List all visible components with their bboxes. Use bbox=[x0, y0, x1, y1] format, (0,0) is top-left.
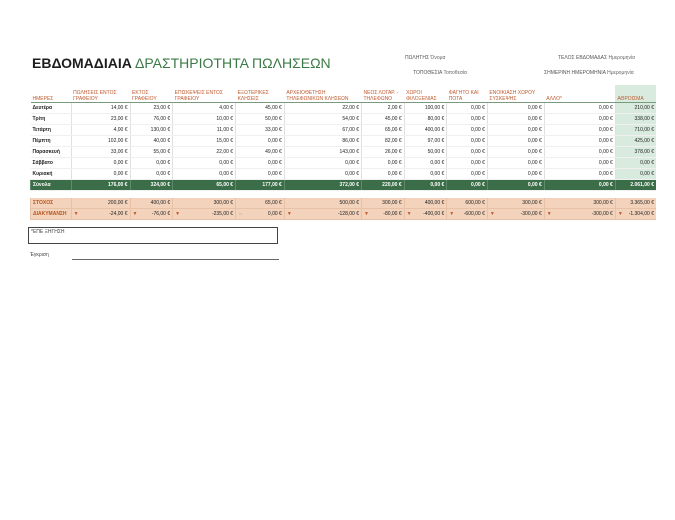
cell-value[interactable] bbox=[71, 136, 130, 147]
header-row bbox=[31, 85, 657, 103]
cell-value[interactable] bbox=[130, 180, 173, 191]
spacer-row bbox=[31, 191, 657, 199]
cell-value[interactable] bbox=[236, 136, 285, 147]
location-meta bbox=[413, 70, 467, 76]
value-text: 45,00 € bbox=[384, 116, 402, 122]
cell-value[interactable] bbox=[173, 103, 236, 114]
value-text: -235,00 € bbox=[211, 211, 234, 217]
cell-value[interactable] bbox=[447, 147, 488, 158]
cell-value[interactable] bbox=[284, 198, 361, 209]
cell-value[interactable] bbox=[236, 169, 285, 180]
cell-value[interactable] bbox=[236, 180, 285, 191]
table-row bbox=[31, 114, 657, 125]
cell-value[interactable] bbox=[71, 198, 130, 209]
value-text: 130,00 € bbox=[150, 127, 171, 133]
cell-value[interactable] bbox=[362, 147, 405, 158]
variance-row bbox=[31, 209, 657, 220]
value-text: 378,00 € bbox=[634, 149, 654, 155]
value-text: 86,00 € bbox=[342, 138, 359, 144]
header-col: ΑΛΛΟ* bbox=[544, 85, 615, 103]
cell-value[interactable] bbox=[447, 180, 488, 191]
value-text: -128,00 € bbox=[337, 211, 359, 217]
value-text: 300,00 € bbox=[522, 200, 542, 206]
cell-value[interactable] bbox=[71, 147, 130, 158]
value-text: 102,00 € bbox=[108, 138, 128, 144]
cell-value[interactable] bbox=[544, 147, 615, 158]
value-text: 76,00 € bbox=[153, 116, 171, 122]
goal-row bbox=[31, 198, 657, 209]
value-text: 425,00 € bbox=[634, 138, 654, 144]
cell-value[interactable] bbox=[173, 125, 236, 136]
arrow-down-icon: ▼ bbox=[617, 211, 623, 217]
cell-value[interactable] bbox=[236, 147, 285, 158]
cell-value[interactable] bbox=[447, 169, 488, 180]
cell-value[interactable] bbox=[173, 147, 236, 158]
cell-value[interactable] bbox=[284, 136, 361, 147]
row-label: Τρίτη bbox=[31, 114, 72, 125]
value-text: 23,00 € bbox=[110, 116, 128, 122]
title-bold: ΕΒΔΟΜΑΔΙΑΙΑ bbox=[32, 55, 132, 71]
value-text: 15,00 € bbox=[216, 138, 234, 144]
arrow-down-icon: ▼ bbox=[546, 211, 552, 217]
cell-value[interactable] bbox=[544, 136, 615, 147]
cell-value[interactable] bbox=[173, 180, 236, 191]
value-text: 600,00 € bbox=[465, 200, 485, 206]
header-col: ΑΡΧΕΙΟΘΕΤΗΣΗ ΤΗΛΕΦΩΝΙΚΩΝ ΚΛΗΣΕΩΝ bbox=[284, 85, 361, 103]
cell-value[interactable] bbox=[284, 125, 361, 136]
cell-value[interactable] bbox=[544, 125, 615, 136]
value-text: 400,00 € bbox=[424, 200, 445, 206]
cell-value[interactable] bbox=[404, 147, 447, 158]
cell-value[interactable] bbox=[130, 125, 173, 136]
row-label: Κυριακή bbox=[31, 169, 72, 180]
value-text: 0,00 € bbox=[470, 182, 485, 188]
value-text: 55,00 € bbox=[153, 149, 171, 155]
week-end-label: ΤΕΛΟΣ ΕΒΔΟΜΑΔΑΣ bbox=[558, 55, 608, 61]
today-meta bbox=[544, 70, 634, 76]
cell-value[interactable] bbox=[362, 125, 405, 136]
value-text: 220,00 € bbox=[382, 182, 402, 188]
value-text: 65,00 € bbox=[265, 200, 282, 206]
value-text: 65,00 € bbox=[216, 182, 234, 188]
value-text: 0,00 € bbox=[527, 138, 542, 144]
value-text: 300,00 € bbox=[593, 200, 613, 206]
arrow-down-icon: ▼ bbox=[286, 211, 292, 217]
value-text: -24,00 € bbox=[109, 211, 128, 217]
header-col: ΕΞΩΤΕΡΙΚΕΣ ΚΛΗΣΕΙΣ bbox=[236, 85, 285, 103]
value-text: 0,00 € bbox=[527, 116, 542, 122]
arrow-down-icon: ▼ bbox=[406, 211, 412, 217]
value-text: 400,00 € bbox=[424, 127, 445, 133]
arrow-down-icon: ▼ bbox=[449, 211, 455, 217]
value-text: 0,00 € bbox=[527, 105, 542, 111]
cell-value[interactable] bbox=[130, 114, 173, 125]
cell-value[interactable] bbox=[544, 209, 615, 220]
cell-value[interactable] bbox=[130, 158, 173, 169]
cell-value[interactable] bbox=[404, 169, 447, 180]
cell-value[interactable] bbox=[173, 158, 236, 169]
page-title bbox=[32, 55, 331, 71]
cell-value[interactable] bbox=[487, 198, 544, 209]
arrow-down-icon: ▼ bbox=[132, 211, 138, 217]
cell-value[interactable] bbox=[362, 169, 405, 180]
value-text: 0,00 € bbox=[527, 182, 542, 188]
header-col: ΦΑΓΗΤΟ ΚΑΙ ΠΟΤΑ bbox=[447, 85, 488, 103]
value-text: 33,00 € bbox=[265, 127, 282, 133]
cell-value[interactable] bbox=[362, 209, 405, 220]
cell-value[interactable] bbox=[447, 136, 488, 147]
value-text: 0,00 € bbox=[598, 160, 613, 166]
value-text: 40,00 € bbox=[153, 138, 171, 144]
cell-value[interactable] bbox=[487, 169, 544, 180]
cell-value[interactable] bbox=[284, 180, 361, 191]
cell-value[interactable] bbox=[404, 114, 447, 125]
value-text: 50,00 € bbox=[427, 149, 445, 155]
notes-box[interactable] bbox=[28, 227, 278, 244]
week-end-meta bbox=[558, 55, 635, 61]
value-text: 0,00 € bbox=[527, 171, 542, 177]
row-label: ΣΤΟΧΟΣ bbox=[31, 198, 72, 209]
row-label: Τετάρτη bbox=[31, 125, 72, 136]
value-text: 65,00 € bbox=[384, 127, 402, 133]
value-text: 2.061,00 € bbox=[630, 182, 654, 188]
cell-value[interactable] bbox=[615, 125, 656, 136]
table-row bbox=[31, 125, 657, 136]
cell-value[interactable] bbox=[236, 125, 285, 136]
value-text: 33,00 € bbox=[110, 149, 128, 155]
value-text: 400,00 € bbox=[150, 200, 171, 206]
value-text: 0,00 € bbox=[598, 171, 613, 177]
value-text: 54,00 € bbox=[342, 116, 359, 122]
week-end-value[interactable]: Ημερομηνία bbox=[608, 55, 635, 61]
header-days: ΗΜΕΡΕΣ bbox=[31, 85, 72, 103]
cell-value[interactable] bbox=[71, 209, 130, 220]
value-text: 0,00 € bbox=[470, 105, 485, 111]
cell-value[interactable] bbox=[362, 180, 405, 191]
cell-value[interactable] bbox=[284, 209, 361, 220]
location-value[interactable]: Τοποθεσία bbox=[443, 70, 467, 76]
cell-value[interactable] bbox=[487, 209, 544, 220]
header-col: ΝΕΟΣ ΛΟΓΑΡ. - ΤΗΛΕΦΩΝΟ bbox=[362, 85, 405, 103]
table-row bbox=[31, 136, 657, 147]
cell-value[interactable] bbox=[173, 114, 236, 125]
value-text: 2,00 € bbox=[387, 105, 402, 111]
today-label: ΣΗΜΕΡΙΝΗ ΗΜΕΡΟΜΗΝΙΑ bbox=[544, 70, 606, 76]
value-text: 300,00 € bbox=[382, 200, 402, 206]
value-text: 3.365,00 € bbox=[630, 200, 654, 206]
value-text: -300,00 € bbox=[520, 211, 542, 217]
value-text: -400,00 € bbox=[423, 211, 445, 217]
row-label: Δευτέρα bbox=[31, 103, 72, 114]
cell-value[interactable] bbox=[284, 158, 361, 169]
value-text: 80,00 € bbox=[427, 116, 445, 122]
value-text: 10,00 € bbox=[216, 116, 234, 122]
value-text: 0,00 € bbox=[219, 160, 234, 166]
value-text: 45,00 € bbox=[265, 105, 282, 111]
value-text: 300,00 € bbox=[213, 200, 234, 206]
value-text: 710,00 € bbox=[634, 127, 654, 133]
header-col: ΠΩΛΗΣΕΙΣ ΕΝΤΟΣ ΓΡΑΦΕΙΟΥ bbox=[71, 85, 130, 103]
header-col: ΧΩΡΟΙ ΦΙΛΟΞΕΝΙΑΣ bbox=[404, 85, 447, 103]
value-text: 4,00 € bbox=[219, 105, 234, 111]
value-text: 0,00 € bbox=[113, 160, 128, 166]
cell-value[interactable] bbox=[487, 103, 544, 114]
cell-value[interactable] bbox=[487, 114, 544, 125]
value-text: 11,00 € bbox=[216, 127, 234, 133]
value-text: 324,00 € bbox=[150, 182, 171, 188]
cell-value[interactable] bbox=[130, 136, 173, 147]
cell-value[interactable] bbox=[447, 114, 488, 125]
cell-value[interactable] bbox=[71, 114, 130, 125]
cell-value[interactable] bbox=[615, 209, 656, 220]
value-text: -300,00 € bbox=[591, 211, 613, 217]
cell-value[interactable] bbox=[71, 158, 130, 169]
seller-value[interactable]: Όνομα bbox=[430, 55, 446, 61]
cell-value[interactable] bbox=[71, 180, 130, 191]
value-text: 177,00 € bbox=[262, 182, 282, 188]
value-text: 0,00 € bbox=[598, 116, 613, 122]
cell-value[interactable] bbox=[447, 125, 488, 136]
arrow-down-icon: ▼ bbox=[175, 211, 181, 217]
cell-value[interactable] bbox=[173, 209, 236, 220]
cell-value[interactable] bbox=[447, 209, 488, 220]
row-label: Σάββατο bbox=[31, 158, 72, 169]
value-text: 0,00 € bbox=[345, 160, 359, 166]
value-text: 0,00 € bbox=[156, 160, 171, 166]
seller-meta bbox=[405, 55, 445, 61]
cell-value[interactable] bbox=[404, 125, 447, 136]
row-label: ΔΙΑΚΥΜΑΝΣΗ bbox=[31, 209, 72, 220]
value-text: 0,00 € bbox=[470, 127, 485, 133]
cell-value[interactable] bbox=[615, 136, 656, 147]
notes-label: *ΕΠΕ ΞΗΓΗΣΗ bbox=[31, 229, 65, 235]
arrow-down-icon: ▼ bbox=[489, 211, 495, 217]
header-total: ΑΘΡΟΙΣΜΑ bbox=[615, 85, 656, 103]
value-text: 0,00 € bbox=[640, 160, 654, 166]
value-text: 0,00 € bbox=[267, 211, 282, 217]
value-text: 0,00 € bbox=[430, 182, 445, 188]
totals-row bbox=[31, 180, 657, 191]
cell-value[interactable] bbox=[487, 147, 544, 158]
header-col: ΕΝΟΙΚΙΑΣΗ ΧΩΡΟΥ ΣΥΣΚΕΨΗΣ bbox=[487, 85, 544, 103]
cell-value[interactable] bbox=[236, 158, 285, 169]
value-text: 0,00 € bbox=[470, 138, 485, 144]
cell-value[interactable] bbox=[615, 169, 656, 180]
cell-value[interactable] bbox=[447, 103, 488, 114]
cell-value[interactable] bbox=[544, 158, 615, 169]
value-text: 67,00 € bbox=[342, 127, 359, 133]
value-text: 372,00 € bbox=[339, 182, 359, 188]
value-text: 14,00 € bbox=[110, 105, 128, 111]
cell-value[interactable] bbox=[404, 198, 447, 209]
cell-value[interactable] bbox=[615, 158, 656, 169]
value-text: 0,00 € bbox=[430, 160, 445, 166]
value-text: 0,00 € bbox=[470, 160, 485, 166]
cell-value[interactable] bbox=[447, 158, 488, 169]
value-text: 0,00 € bbox=[470, 149, 485, 155]
value-text: 0,00 € bbox=[267, 160, 282, 166]
cell-value[interactable] bbox=[615, 198, 656, 209]
approval-label: Έγκριση bbox=[30, 252, 49, 258]
cell-value[interactable] bbox=[404, 136, 447, 147]
cell-value[interactable] bbox=[71, 103, 130, 114]
value-text: 0,00 € bbox=[267, 138, 282, 144]
cell-value[interactable] bbox=[71, 125, 130, 136]
value-text: 4,00 € bbox=[113, 127, 128, 133]
value-text: 0,00 € bbox=[598, 127, 613, 133]
value-text: -600,00 € bbox=[463, 211, 485, 217]
cell-value[interactable] bbox=[173, 198, 236, 209]
value-text: 23,00 € bbox=[153, 105, 171, 111]
approval-signature-line[interactable] bbox=[72, 259, 279, 260]
value-text: 0,00 € bbox=[113, 171, 128, 177]
value-text: 97,00 € bbox=[427, 138, 445, 144]
cell-value[interactable] bbox=[284, 147, 361, 158]
cell-value[interactable] bbox=[615, 114, 656, 125]
value-text: 0,00 € bbox=[470, 116, 485, 122]
cell-value[interactable] bbox=[362, 103, 405, 114]
value-text: -76,00 € bbox=[151, 211, 171, 217]
today-value[interactable]: Ημερομηνία bbox=[607, 70, 634, 76]
value-text: 0,00 € bbox=[387, 160, 402, 166]
value-text: 0,00 € bbox=[387, 171, 402, 177]
value-text: 0,00 € bbox=[430, 171, 445, 177]
cell-value[interactable] bbox=[615, 147, 656, 158]
cell-value[interactable] bbox=[544, 180, 615, 191]
cell-value[interactable] bbox=[173, 169, 236, 180]
table-row bbox=[31, 169, 657, 180]
cell-value[interactable] bbox=[615, 103, 656, 114]
cell-value[interactable] bbox=[544, 114, 615, 125]
row-label: Παρασκευή bbox=[31, 147, 72, 158]
cell-value[interactable] bbox=[404, 209, 447, 220]
arrow-down-icon: ▼ bbox=[364, 211, 369, 217]
value-text: 0,00 € bbox=[219, 171, 234, 177]
title-light: ΔΡΑΣΤΗΡΙΟΤΗΤΑ ΠΩΛΗΣΕΩΝ bbox=[134, 55, 331, 71]
value-text: 0,00 € bbox=[527, 149, 542, 155]
cell-value[interactable] bbox=[544, 169, 615, 180]
location-label: ΤΟΠΟΘΕΣΙΑ bbox=[413, 70, 443, 76]
cell-value[interactable] bbox=[487, 125, 544, 136]
cell-value[interactable] bbox=[544, 198, 615, 209]
value-text: -80,00 € bbox=[383, 211, 402, 217]
cell-value[interactable] bbox=[404, 158, 447, 169]
cell-value[interactable] bbox=[236, 114, 285, 125]
value-text: 143,00 € bbox=[339, 149, 359, 155]
value-text: 0,00 € bbox=[598, 182, 613, 188]
value-text: 0,00 € bbox=[156, 171, 171, 177]
cell-value[interactable] bbox=[284, 169, 361, 180]
value-text: 50,00 € bbox=[265, 116, 282, 122]
value-text: 49,00 € bbox=[265, 149, 282, 155]
cell-value[interactable] bbox=[362, 114, 405, 125]
value-text: -1.304,00 € bbox=[628, 211, 654, 217]
value-text: 0,00 € bbox=[598, 149, 613, 155]
value-text: 0,00 € bbox=[345, 171, 359, 177]
neutral-icon: ⇔ bbox=[238, 211, 244, 217]
cell-value[interactable] bbox=[236, 198, 285, 209]
cell-value[interactable] bbox=[236, 209, 285, 220]
spacer-cell bbox=[31, 191, 657, 199]
cell-value[interactable] bbox=[362, 198, 405, 209]
cell-value[interactable] bbox=[284, 114, 361, 125]
value-text: 200,00 € bbox=[108, 200, 128, 206]
cell-value[interactable] bbox=[130, 103, 173, 114]
arrow-down-icon: ▼ bbox=[73, 211, 79, 217]
value-text: 0,00 € bbox=[598, 105, 613, 111]
cell-value[interactable] bbox=[130, 147, 173, 158]
cell-value[interactable] bbox=[130, 209, 173, 220]
value-text: 338,00 € bbox=[634, 116, 654, 122]
value-text: 22,00 € bbox=[342, 105, 359, 111]
cell-value[interactable] bbox=[487, 136, 544, 147]
value-text: 82,00 € bbox=[384, 138, 402, 144]
row-label: Πέμπτη bbox=[31, 136, 72, 147]
value-text: 0,00 € bbox=[598, 138, 613, 144]
value-text: 500,00 € bbox=[339, 200, 359, 206]
value-text: 0,00 € bbox=[527, 127, 542, 133]
value-text: 100,00 € bbox=[424, 105, 445, 111]
cell-value[interactable] bbox=[404, 103, 447, 114]
cell-value[interactable] bbox=[544, 103, 615, 114]
cell-value[interactable] bbox=[362, 158, 405, 169]
value-text: 0,00 € bbox=[267, 171, 282, 177]
cell-value[interactable] bbox=[447, 198, 488, 209]
cell-value[interactable] bbox=[130, 169, 173, 180]
cell-value[interactable] bbox=[130, 198, 173, 209]
table-row bbox=[31, 147, 657, 158]
cell-value[interactable] bbox=[615, 180, 656, 191]
value-text: 22,00 € bbox=[216, 149, 234, 155]
cell-value[interactable] bbox=[487, 158, 544, 169]
value-text: 0,00 € bbox=[527, 160, 542, 166]
value-text: 26,00 € bbox=[384, 149, 402, 155]
cell-value[interactable] bbox=[404, 180, 447, 191]
value-text: 0,00 € bbox=[640, 171, 654, 177]
row-label: Σύνολα bbox=[31, 180, 72, 191]
table-row bbox=[31, 158, 657, 169]
cell-value[interactable] bbox=[487, 180, 544, 191]
cell-value[interactable] bbox=[362, 136, 405, 147]
sales-table bbox=[30, 85, 656, 220]
value-text: 0,00 € bbox=[470, 171, 485, 177]
value-text: 176,00 € bbox=[108, 182, 128, 188]
header-col: ΕΠΙΣΚΕΨΕΙΣ ΕΝΤΟΣ ΓΡΑΦΕΙΟΥ bbox=[173, 85, 236, 103]
cell-value[interactable] bbox=[173, 136, 236, 147]
header-col: ΕΚΤΟΣ ΓΡΑΦΕΙΟΥ bbox=[130, 85, 173, 103]
seller-label: ΠΩΛΗΤΗΣ bbox=[405, 55, 430, 61]
cell-value[interactable] bbox=[236, 103, 285, 114]
table-row bbox=[31, 103, 657, 114]
cell-value[interactable] bbox=[284, 103, 361, 114]
cell-value[interactable] bbox=[71, 169, 130, 180]
value-text: 210,00 € bbox=[634, 105, 654, 111]
